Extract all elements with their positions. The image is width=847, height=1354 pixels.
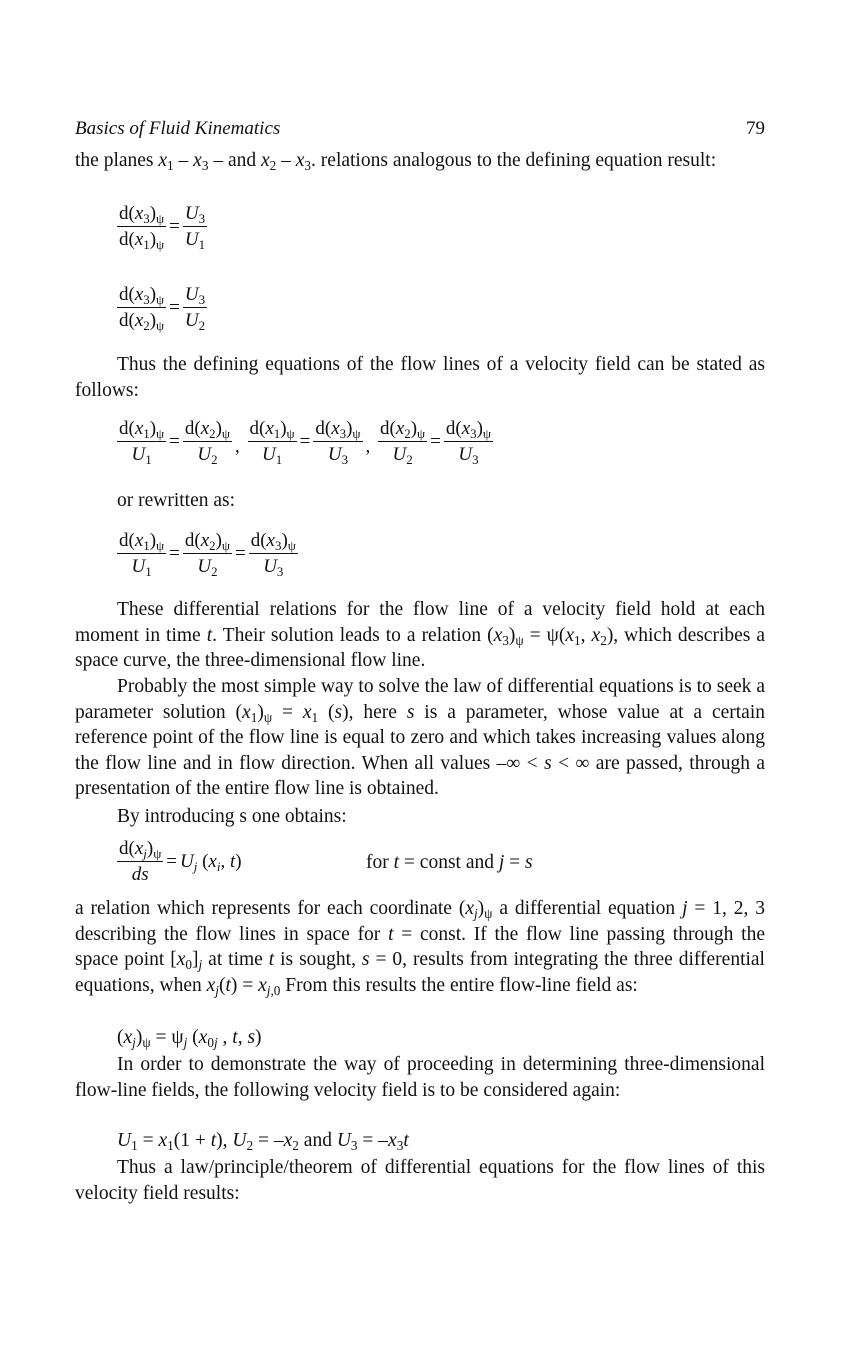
equation-1: $\frac{d(x_3)_\psi}{d(x_1)_\psi}$ = $\frac{U_3}{U_1}$ <box>119 203 206 252</box>
equation-7: $U_1 = x_1(1 + t)$, $U_2 = -x_2$ and $U_3 = -x_3t$ <box>117 1130 409 1153</box>
equation-5: $\frac{d(x_j)_\psi}{ds}$ = $U_j$ ($x_i$, t) <box>119 838 242 885</box>
paragraph-4: These differential relations for the flow line of a velocity field hold at each moment in time t. Their solution leads to a relation $(x_3)_\psi = \psi(x_1$, $x_2$), which describes a space curve, the three-dimensional flow line. <box>75 599 766 671</box>
paragraph-6: By introducing s one obtains: <box>117 806 347 827</box>
page-number: 79 <box>746 118 765 139</box>
paragraph-1: the planes $x_1 - x_3$ – and $x_2 - x_3$. relations analogous to the defining equation result: <box>75 150 717 173</box>
paragraph-8: In order to demonstrate the way of proceeding in determining three-dimensional flow-line fields, the following velocity field is to be considered again: <box>75 1054 765 1101</box>
equation-2: $\frac{d(x_3)_\psi}{d(x_2)_\psi}$ = $\frac{U_3}{U_2}$ <box>119 284 206 333</box>
paragraph-9: Thus a law/principle/theorem of differential equations for the flow lines of this velocity field results: <box>75 1157 765 1204</box>
paragraph-3: or rewritten as: <box>117 490 236 511</box>
running-header <box>75 118 765 142</box>
paragraph-2: Thus the defining equations of the flow lines of a velocity field can be stated as follows: <box>75 354 765 401</box>
equation-6: $(x_j)_\psi = \psi_j$ ($x_{0j}$ , t, s) <box>117 1027 262 1050</box>
equation-3: $\frac{d(x_1)_\psi}{U_1}$ = $\frac{d(x_2)_\psi}{U_2}$ , $\frac{d(x_1)_\psi}{U_1}$ = $\frac{d(x_3)_\psi}{U_3}$ , $\frac{d(x_2)_\psi}{U_2}$ = $\frac{d(x_3)_\psi}{U_3}$ <box>119 418 491 467</box>
equation-4: $\frac{d(x_1)_\psi}{U_1}$ = $\frac{d(x_2)_\psi}{U_2}$ = $\frac{d(x_3)_\psi}{U_3}$ <box>119 530 296 579</box>
equation-5-condition: for t = const and j = s <box>366 852 533 873</box>
paragraph-5: Probably the most simple way to solve the law of differential equations is to seek a parameter solution $(x_1)_\psi = x_1$ (s), here s is a parameter, whose value at a certain reference point of the flow line is equal to zero and which takes increasing values along the flow line and in flow direction. When all values –∞ < s < ∞ are passed, through a presentation of the entire flow line is obtained. <box>75 676 766 799</box>
paragraph-7: a relation which represents for each coordinate $(x_j)_\psi$ a differential equation j = 1, 2, 3 describing the flow lines in space for t = const. If the flow line passing through the space point $[x_0]_j$ at time t is sought, s = 0, results from integrating the three differential equations, when $x_j(t) = x_{j,0}$ From this results the entire flow-line field as: <box>75 898 766 998</box>
running-title: Basics of Fluid Kinematics <box>75 118 281 139</box>
